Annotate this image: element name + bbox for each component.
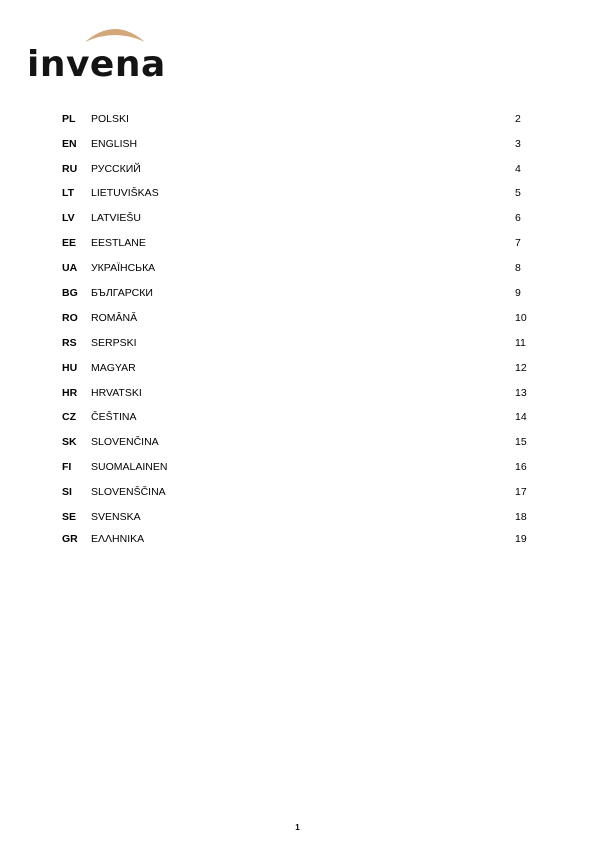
page-reference: 3 [515, 138, 521, 150]
language-code: RU [62, 163, 78, 175]
language-name: SLOVENČINA [91, 436, 159, 448]
toc-row[interactable] [0, 459, 595, 475]
toc-row[interactable] [0, 136, 595, 152]
page-reference: 15 [515, 436, 527, 448]
language-name: ENGLISH [91, 138, 138, 150]
toc-row[interactable] [0, 235, 595, 251]
language-code: LV [62, 212, 75, 224]
language-code: RO [62, 312, 78, 324]
language-code: GR [62, 533, 78, 545]
language-code: HR [62, 387, 78, 399]
toc-row[interactable] [0, 484, 595, 500]
toc-row[interactable] [0, 260, 595, 276]
page-reference: 13 [515, 387, 527, 399]
page-reference: 4 [515, 163, 521, 175]
language-name: MAGYAR [91, 362, 136, 374]
language-code: EE [62, 237, 77, 249]
toc-row[interactable] [0, 335, 595, 351]
toc-row[interactable] [0, 509, 595, 525]
toc-row[interactable] [0, 385, 595, 401]
toc-row[interactable] [0, 111, 595, 127]
language-name: SUOMALAINEN [91, 461, 168, 473]
language-name: EESTLANE [91, 237, 146, 249]
language-name: ΕΛΛΗΝΙΚΑ [91, 533, 145, 545]
toc-row[interactable] [0, 161, 595, 177]
language-code: LT [62, 187, 75, 199]
language-name: SERPSKI [91, 337, 137, 349]
page-reference: 16 [515, 461, 527, 473]
page-reference: 9 [515, 287, 521, 299]
toc-row[interactable] [0, 360, 595, 376]
language-name: LATVIEŠU [91, 212, 141, 224]
language-name: LIETUVIŠKAS [91, 187, 159, 199]
language-code: EN [62, 138, 77, 150]
language-code: CZ [62, 411, 76, 423]
language-code: SI [62, 486, 72, 498]
toc-row[interactable] [0, 531, 595, 547]
page-reference: 14 [515, 411, 527, 423]
logo-wordmark: invena [27, 44, 166, 85]
toc-row[interactable] [0, 409, 595, 425]
toc-row[interactable] [0, 285, 595, 301]
page-reference: 18 [515, 511, 527, 523]
language-name: POLSKI [91, 113, 129, 125]
page-reference: 2 [515, 113, 521, 125]
toc-row[interactable] [0, 434, 595, 450]
language-name: SVENSKA [91, 511, 141, 523]
language-name: РУССКИЙ [91, 163, 141, 175]
page-reference: 19 [515, 533, 527, 545]
page-reference: 17 [515, 486, 527, 498]
language-code: FI [62, 461, 72, 473]
toc-row[interactable] [0, 185, 595, 201]
language-name: SLOVENŠČINA [91, 486, 166, 498]
toc-row[interactable] [0, 310, 595, 326]
language-name: УКРАЇНСЬКА [91, 262, 156, 274]
language-code: PL [62, 113, 76, 125]
language-code: RS [62, 337, 77, 349]
page-reference: 11 [515, 337, 526, 349]
toc-row[interactable] [0, 210, 595, 226]
page-reference: 5 [515, 187, 521, 199]
page-reference: 6 [515, 212, 521, 224]
page-reference: 10 [515, 312, 527, 324]
language-code: HU [62, 362, 78, 374]
language-name: HRVATSKI [91, 387, 142, 399]
page-reference: 12 [515, 362, 527, 374]
language-code: UA [62, 262, 78, 274]
language-code: SK [62, 436, 77, 448]
page-reference: 8 [515, 262, 521, 274]
page-number: 1 [295, 823, 300, 832]
page-reference: 7 [515, 237, 521, 249]
language-name: ROMÂNĂ [91, 312, 138, 324]
invena-logo [27, 22, 179, 85]
language-code: BG [62, 287, 78, 299]
language-code: SE [62, 511, 77, 523]
language-name: БЪЛГАРСКИ [91, 287, 153, 299]
language-name: ČEŠTINA [91, 411, 137, 423]
